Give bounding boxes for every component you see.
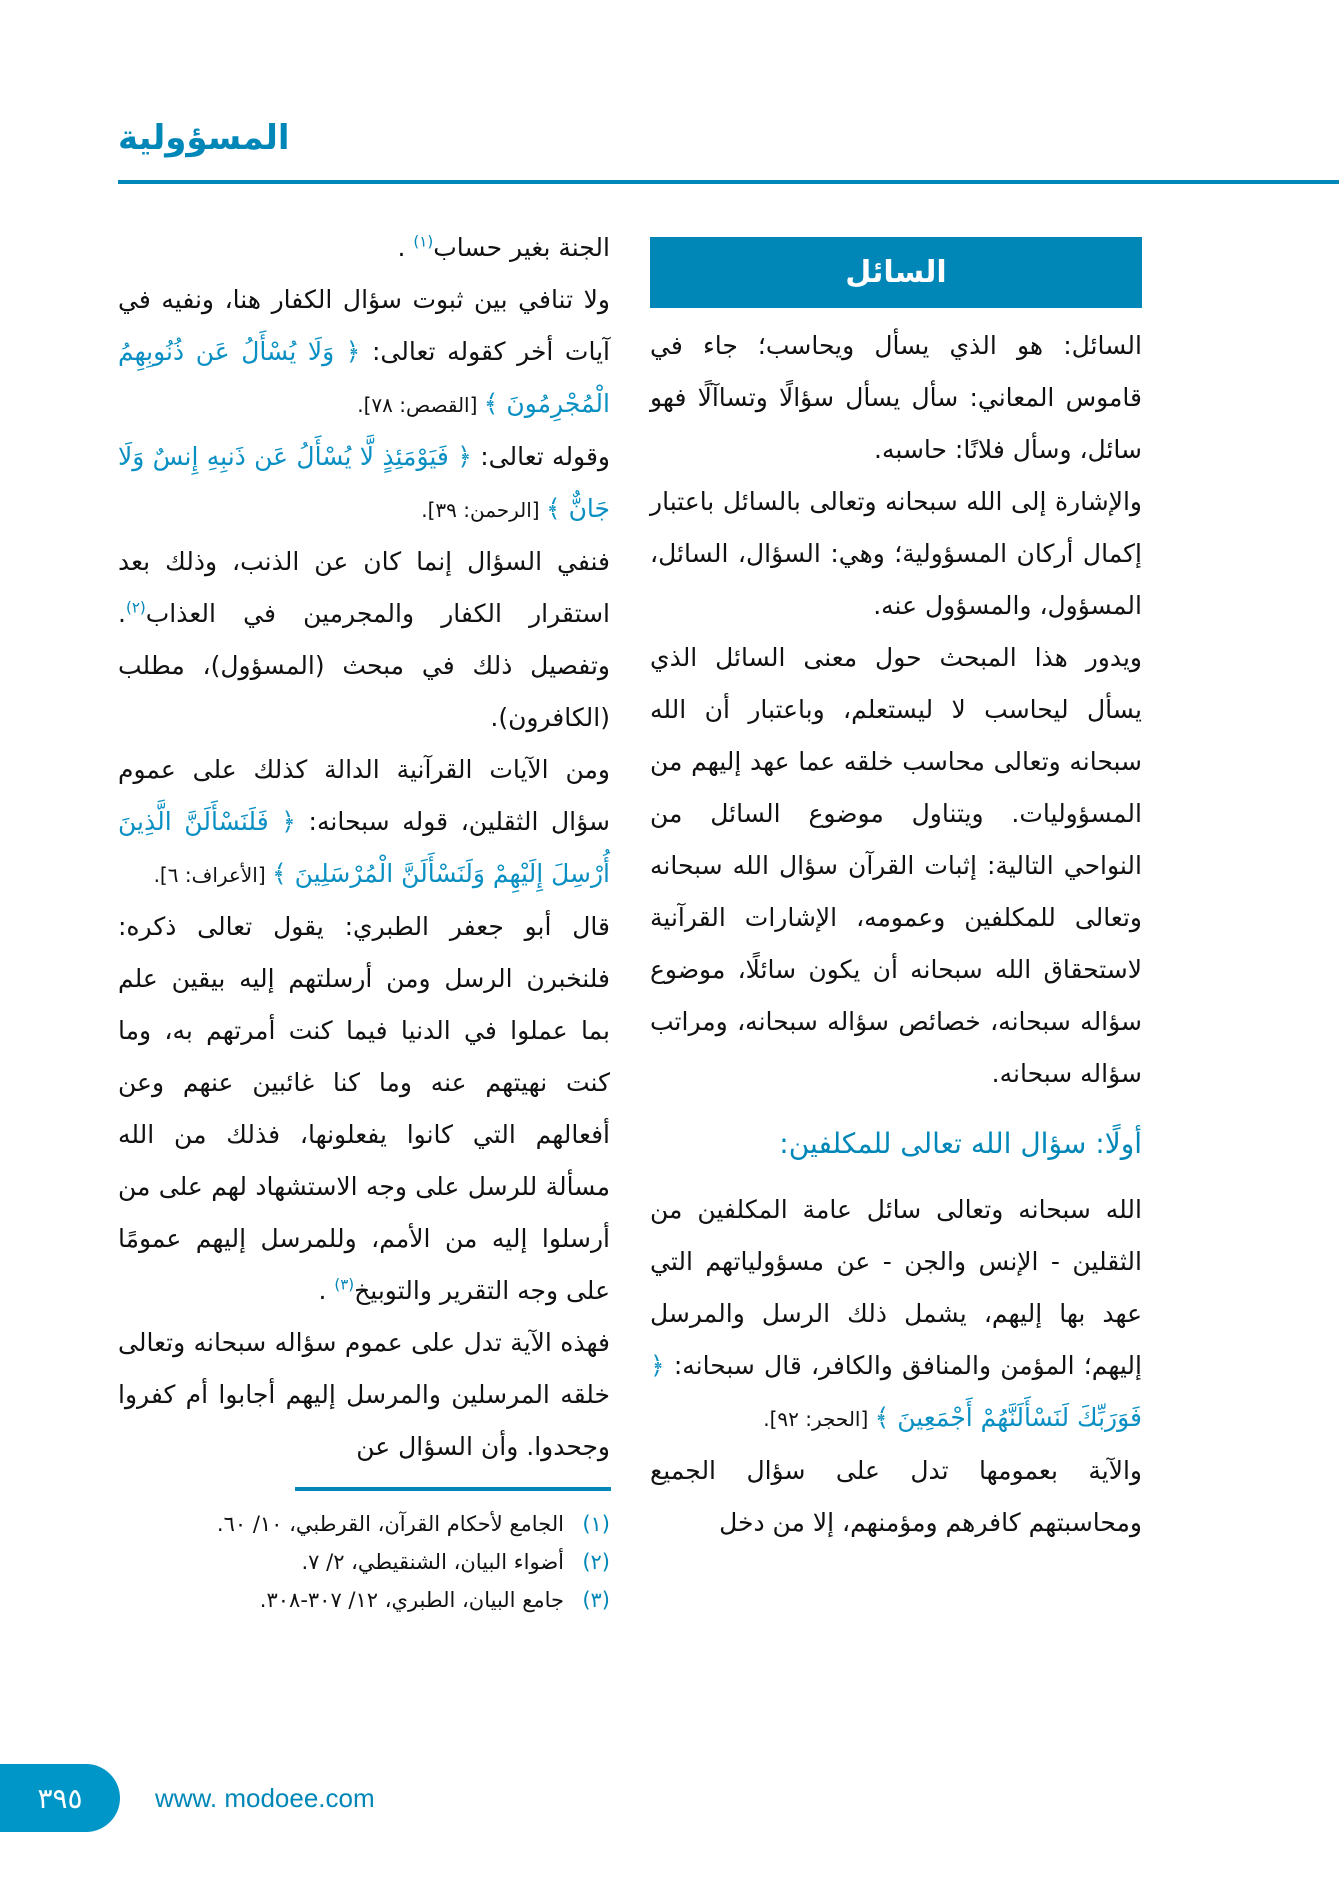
paragraph <box>650 320 1142 476</box>
quran-verse: ﴿ فَيَوْمَئِذٍ لَّا يُسْأَلُ عَن ذَنبِهِ إِنسٌ وَلَا جَانٌّ ﴾ <box>118 442 610 523</box>
paragraph <box>118 744 610 901</box>
body-text: فهذه الآية تدل على عموم سؤاله سبحانه وتعالى خلقه المرسلين والمرسل إليهم أجابوا أم كفروا وجحدوا. وأن السؤال عن <box>118 1328 610 1461</box>
footnote-rule <box>295 1487 611 1491</box>
body-text: . <box>318 1276 335 1305</box>
footnote <box>118 1505 610 1543</box>
footnote-text: جامع البيان، الطبري، ١٢/ ٣٠٧-٣٠٨. <box>259 1588 564 1612</box>
body-text: . وتفصيل ذلك في مبحث (المسؤول)، مطلب (الكافرون). <box>118 599 610 732</box>
footnote-marker[interactable]: (١) <box>413 232 434 251</box>
body-text: . <box>397 233 414 262</box>
footnote-text: الجامع لأحكام القرآن، القرطبي، ١٠/ ٦٠. <box>216 1512 564 1536</box>
verse-reference: [الأعراف: ٦]. <box>153 863 272 887</box>
page-footer <box>0 1740 640 1832</box>
footnote-number: (١) <box>582 1512 610 1536</box>
footnote <box>118 1581 610 1619</box>
paragraph <box>118 222 610 274</box>
left-column-flow <box>0 222 640 1832</box>
footnote-number: (٣) <box>582 1588 610 1612</box>
header-rule <box>118 180 1339 184</box>
footnote-marker[interactable]: (٣) <box>334 1275 355 1294</box>
quran-verse: ﴿ وَلَا يُسْأَلُ عَن ذُنُوبِهِمُ الْمُجْرِمُونَ ﴾ <box>118 337 610 418</box>
paragraph <box>650 632 1142 1100</box>
body-text: السائل: هو الذي يسأل ويحاسب؛ جاء في قاموس المعاني: سأل يسأل سؤالًا وتساآلًا فهو سائل، وسأل فلانًا: حاسبه. <box>650 331 1142 464</box>
page-number-tab <box>0 1764 120 1832</box>
footnote-marker[interactable]: (٢) <box>125 598 146 617</box>
body-text: فنفي السؤال إنما كان عن الذنب، وذلك بعد استقرار الكفار والمجرمين في العذاب <box>118 547 610 628</box>
body-text: قال أبو جعفر الطبري: يقول تعالى ذكره: فلنخبرن الرسل ومن أرسلتهم إليه بيقين علم بما عملوا في الدنيا فيما كنت أمرتهم به، وما كنت نهيتهم عنه وما كنا غائبين عنهم وعن أفعالهم التي كانوا يفعلونها، فذلك من الله مسألة للرسل على وجه الاستشهاد لهم على من أرسلوا إليه من الأمم، وللمرسل إليهم عمومًا على وجه التقرير والتوبيخ <box>118 912 610 1305</box>
verse-reference: [الحجر: ٩٢]. <box>763 1407 875 1431</box>
quran-verse: ﴿ فَلَنَسْأَلَنَّ الَّذِينَ أُرْسِلَ إِلَيْهِمْ وَلَنَسْأَلَنَّ الْمُرْسَلِينَ ﴾ <box>118 807 610 888</box>
footnotes <box>118 1505 610 1619</box>
paragraph <box>118 536 610 744</box>
body-text: ويدور هذا المبحث حول معنى السائل الذي يسأل ليحاسب لا ليستعلم، وباعتبار أن الله سبحانه وتعالى محاسب خلقه عما عهد إليهم من المسؤوليات. ويتناول موضوع السائل من النواحي التالية: إثبات القرآن سؤال الله سبحانه وتعالى للمكلفين وعمومه، الإشارات القرآنية لاستحقاق الله سبحانه أن يكون سائلًا، موضوع سؤاله سبحانه، خصائص سؤاله سبحانه، ومراتب سؤاله سبحانه. <box>650 643 1142 1088</box>
body-text: ومن الآيات القرآنية الدالة كذلك على عموم سؤال الثقلين، قوله سبحانه: <box>118 755 610 836</box>
paragraph <box>650 476 1142 632</box>
website-url[interactable]: www. modoee.com <box>155 1782 375 1813</box>
paragraph <box>650 1184 1142 1445</box>
body-text: والآية بعمومها تدل على سؤال الجميع ومحاسبتهم كافرهم ومؤمنهم، إلا من دخل <box>650 1456 1142 1537</box>
body-text: الجنة بغير حساب <box>433 233 610 262</box>
body-text: والإشارة إلى الله سبحانه وتعالى بالسائل باعتبار إكمال أركان المسؤولية؛ وهي: السؤال، السائل، المسؤول، والمسؤول عنه. <box>650 487 1142 620</box>
section-title-box <box>650 237 1142 308</box>
body-text: ولا تنافي بين ثبوت سؤال الكفار هنا، ونفيه في آيات أخر كقوله تعالى: <box>118 285 610 366</box>
footnote-text: أضواء البيان، الشنقيطي، ٢/ ٧. <box>301 1550 564 1574</box>
paragraph <box>118 1317 610 1473</box>
paragraph <box>118 431 610 536</box>
left-column <box>118 222 610 1473</box>
running-title: المسؤولية <box>118 118 290 158</box>
paragraph <box>650 1118 1142 1170</box>
paragraph <box>118 274 610 431</box>
verse-reference: [الرحمن: ٣٩]. <box>421 498 546 522</box>
body-text: وقوله تعالى: <box>471 442 610 471</box>
footnote-number: (٢) <box>582 1550 610 1574</box>
verse-reference: [القصص: ٧٨]. <box>357 393 484 417</box>
right-column <box>650 320 1142 1549</box>
footnote <box>118 1543 610 1581</box>
section-title: السائل <box>845 255 947 290</box>
quran-verse: ﴿ فَوَرَبِّكَ لَنَسْأَلَنَّهُمْ أَجْمَعِينَ ﴾ <box>650 1351 1142 1432</box>
subsection-heading: أولًا: سؤال الله تعالى للمكلفين: <box>779 1127 1142 1160</box>
paragraph <box>650 1445 1142 1549</box>
body-text: الله سبحانه وتعالى سائل عامة المكلفين من الثقلين - الإنس والجن - عن مسؤولياتهم التي عهد بها إليهم، يشمل ذلك الرسل والمرسل إليهم؛ المؤمن والمنافق والكافر، قال سبحانه: <box>650 1195 1142 1380</box>
page-number: ٣٩٥ <box>37 1781 83 1815</box>
paragraph <box>118 901 610 1317</box>
